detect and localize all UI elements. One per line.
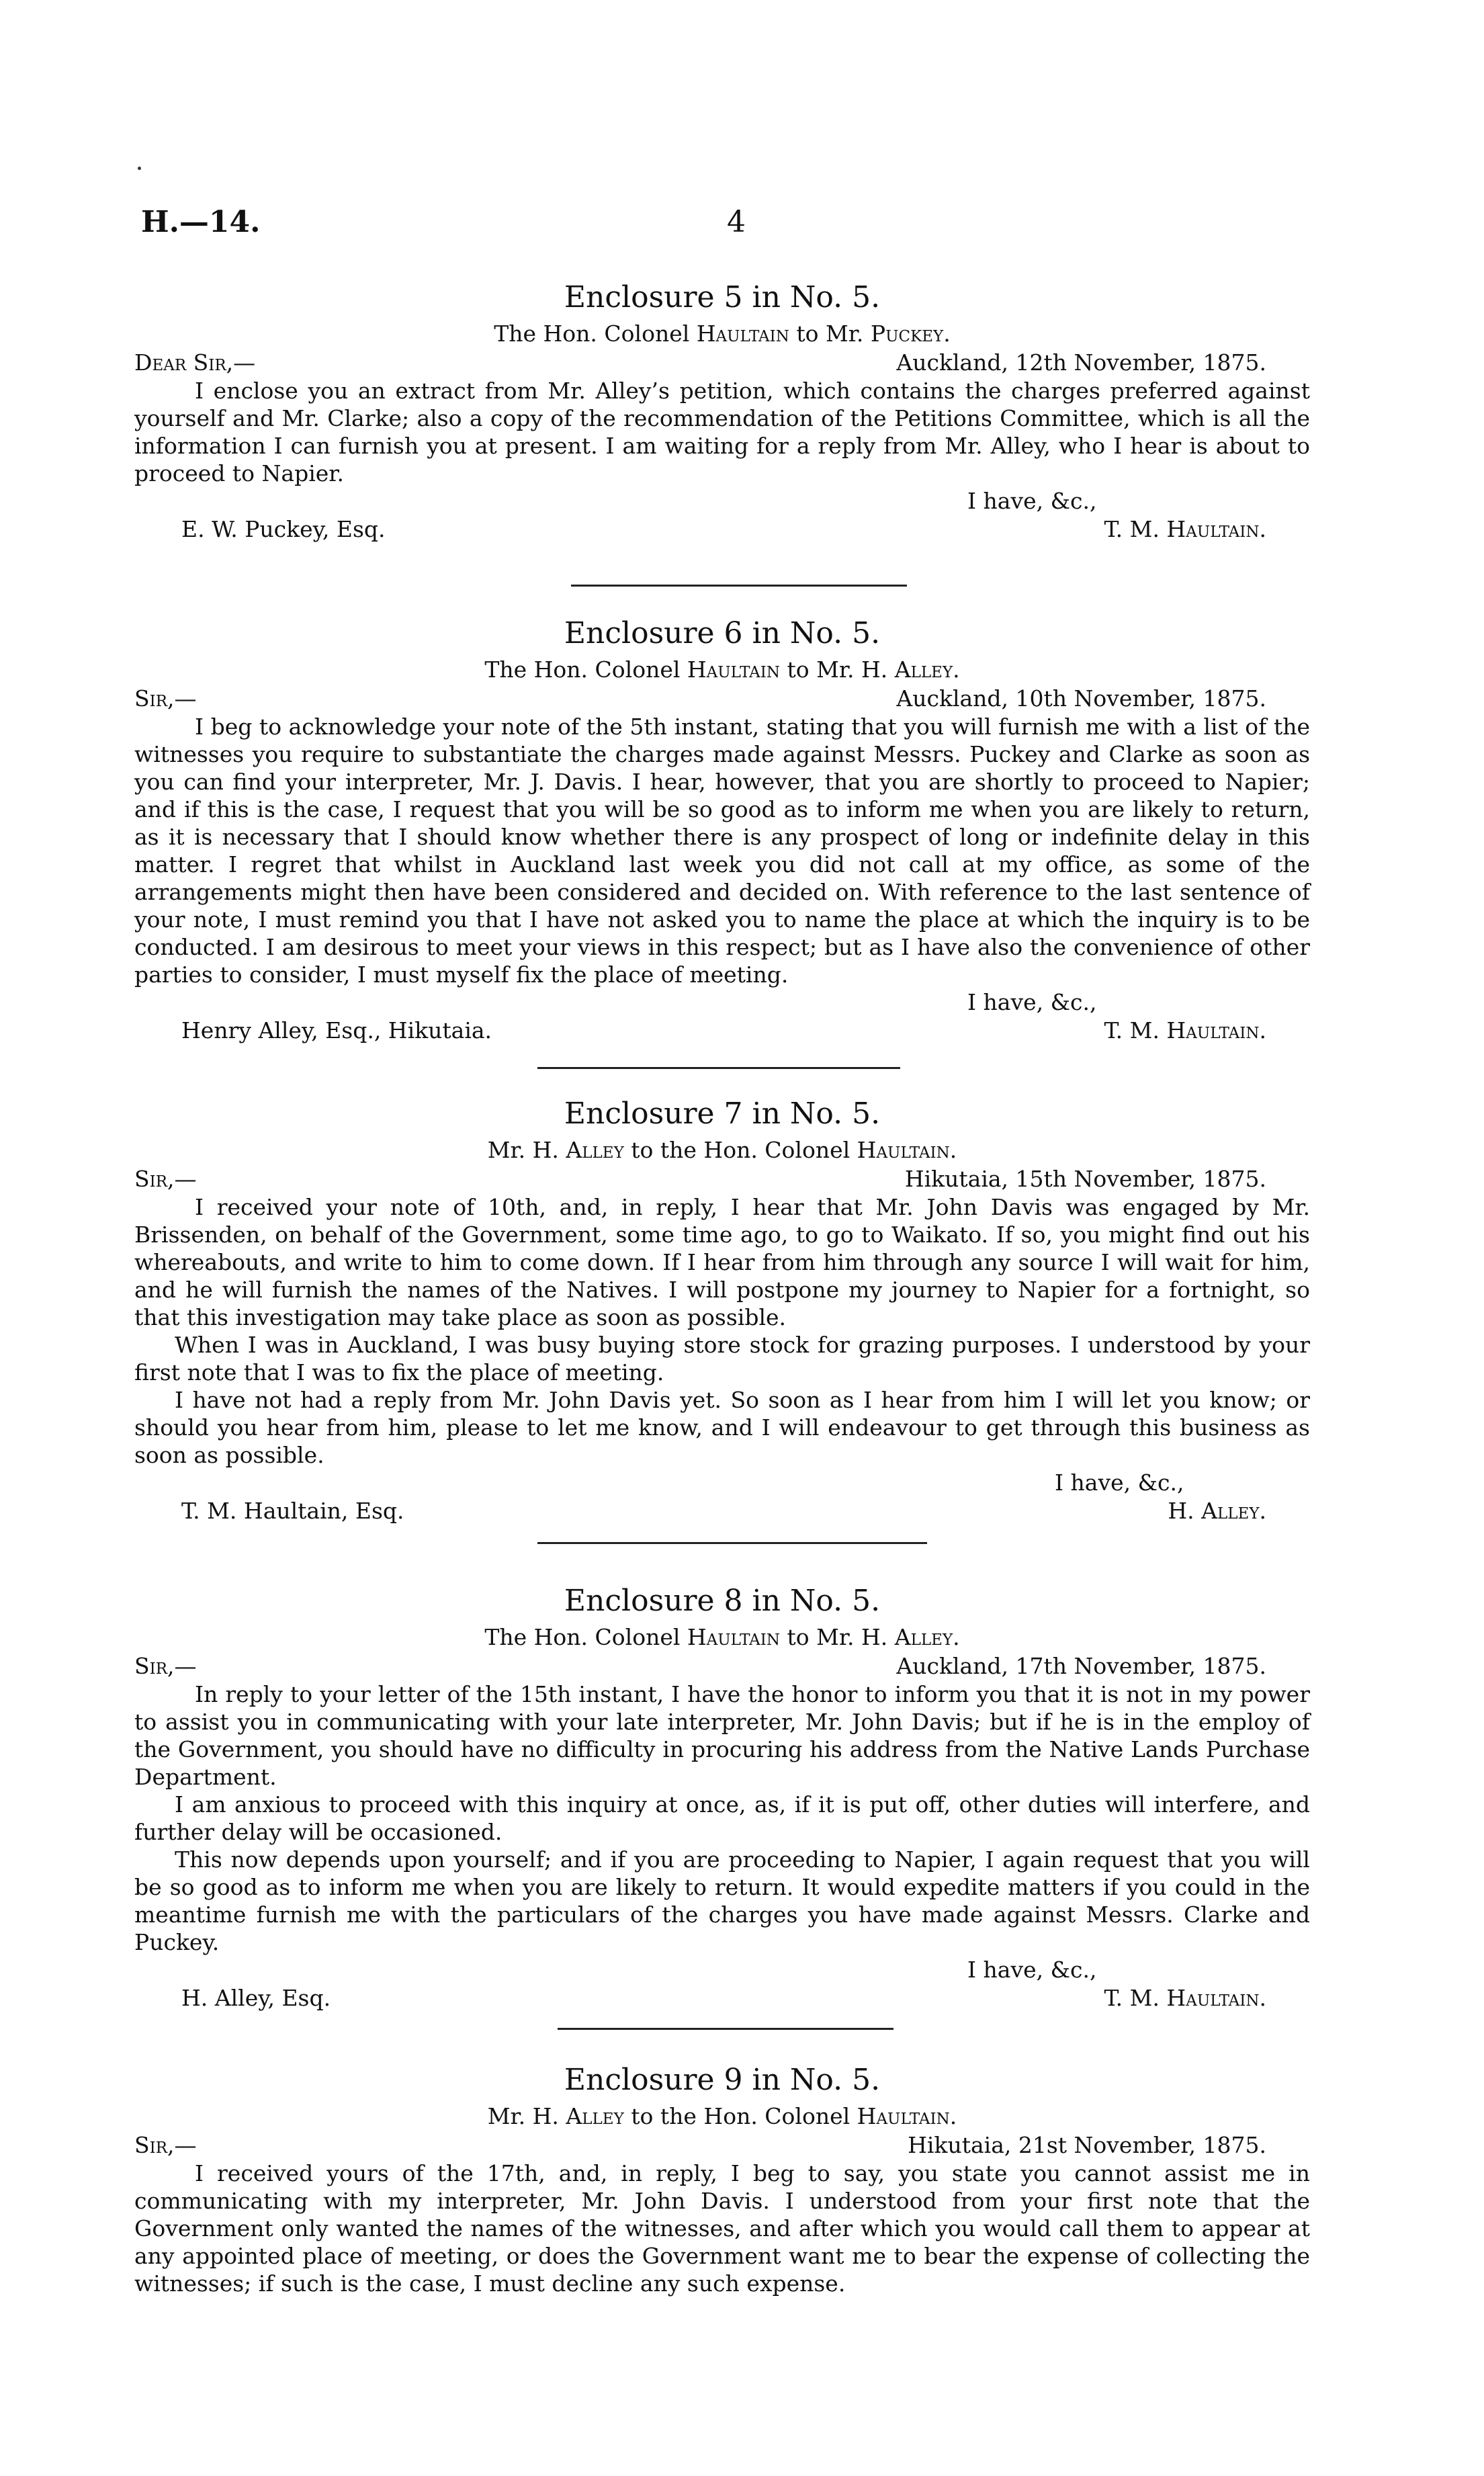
closing-row: [134, 487, 1310, 515]
enclosure-subtitle: The Hon. Colonel Haultain to Mr. H. Alley.: [484, 656, 960, 683]
enclosure-6: [134, 615, 1310, 1045]
signature-row: [134, 1017, 1310, 1045]
enclosure-7: [134, 1095, 1310, 1525]
enclosure-subtitle: The Hon. Colonel Haultain to Mr. Puckey.: [494, 321, 951, 347]
letter-paragraph: I received your note of 10th, and, in reply, I hear that Mr. John Davis was engaged by Mr. Brissenden, on behalf of the Government, some time ago, to go to Waikato. If so, you might find out his whereabouts, and write to him to come down. If I hear from him through any source I will wait for him, and he will furnish the names of the Natives. I will postpone my journey to Napier for a fortnight, so that this investigation may take place as soon as possible.: [134, 1194, 1310, 1330]
enclosure-title: Enclosure 6 in No. 5.: [564, 616, 881, 650]
page-number: 4: [727, 205, 746, 239]
closing: I have, &c.,: [967, 1957, 1097, 1983]
salutation-row: [134, 1165, 1310, 1193]
document-reference: H.—14.: [141, 205, 261, 239]
enclosure-5: [134, 279, 1310, 544]
addressee: Henry Alley, Esq., Hikutaia.: [181, 1017, 492, 1043]
section-divider: [537, 1067, 900, 1069]
enclosure-title: Enclosure 7 in No. 5.: [564, 1097, 881, 1131]
closing: I have, &c.,: [967, 989, 1097, 1015]
section-divider: [537, 1542, 927, 1544]
letter-paragraph: In reply to your letter of the 15th instant, I have the honor to inform you that it is not in my power to assist you in communicating with your late interpreter, Mr. John Davis; but if he is in the employ of the Government, you should have no difficulty in procuring his address from the Native Lands Purchase Department.: [134, 1681, 1310, 1790]
salutation: Sir,—: [134, 1653, 197, 1679]
salutation-row: [134, 1652, 1310, 1680]
salutation: Sir,—: [134, 1166, 197, 1192]
dateline: Auckland, 12th November, 1875.: [896, 349, 1266, 376]
dateline: Hikutaia, 21st November, 1875.: [908, 2132, 1266, 2158]
dateline: Auckland, 10th November, 1875.: [896, 685, 1266, 712]
signer: T. M. Haultain.: [1104, 1985, 1266, 2011]
page-speck: [138, 167, 141, 170]
closing-row: [134, 1469, 1310, 1497]
letter-paragraph: I enclose you an extract from Mr. Alley’s petition, which contains the charges preferred against yourself and Mr. Clarke; also a copy of the recommendation of the Petitions Committee, which is all the information I can furnish you at present. I am waiting for a reply from Mr. Alley, who I hear is about to proceed to Napier.: [134, 378, 1310, 486]
signature-row: [134, 1984, 1310, 2012]
closing-row: [134, 1956, 1310, 1984]
letter-paragraph: I am anxious to proceed with this inquiry at once, as, if it is put off, other duties will interfere, and further delay will be occasioned.: [134, 1791, 1310, 1845]
section-divider: [571, 585, 907, 587]
closing-row: [134, 988, 1310, 1017]
salutation-row: [134, 2131, 1310, 2160]
salutation-row: [134, 349, 1310, 377]
closing: I have, &c.,: [967, 488, 1097, 514]
letter-paragraph: I beg to acknowledge your note of the 5th instant, stating that you will furnish me with a list of the witnesses you require to substantiate the charges made against Messrs. Puckey and Clarke as soon as you can find your interpreter, Mr. J. Davis. I hear, however, that you are shortly to proceed to Napier; and if this is the case, I request that you will be so good as to inform me when you are likely to return, as it is necessary that I should know whether there is any prospect of long or indefinite delay in this matter. I regret that whilst in Auckland last week you did not call at my office, as some of the arrangements might then have been considered and decided on. With reference to the last sentence of your note, I must remind you that I have not asked you to name the place at which the inquiry is to be conducted. I am desirous to meet your views in this respect; but as I have also the convenience of other parties to consider, I must myself fix the place of meeting.: [134, 714, 1310, 988]
salutation: Sir,—: [134, 2132, 197, 2158]
letter-paragraph: I have not had a reply from Mr. John Davis yet. So soon as I hear from him I will let you know; or should you hear from him, please to let me know, and I will endeavour to get through this business as soon as possible.: [134, 1387, 1310, 1468]
letter-paragraph: When I was in Auckland, I was busy buying store stock for grazing purposes. I understood by your first note that I was to fix the place of meeting.: [134, 1332, 1310, 1385]
dateline: Hikutaia, 15th November, 1875.: [904, 1166, 1266, 1192]
signer: H. Alley.: [1168, 1498, 1266, 1524]
signature-row: [134, 515, 1310, 544]
enclosure-8: [134, 1582, 1310, 2012]
closing: I have, &c.,: [1055, 1469, 1184, 1496]
signature-row: [134, 1497, 1310, 1525]
enclosure-subtitle: Mr. H. Alley to the Hon. Colonel Haultain.: [487, 1137, 957, 1163]
signer: T. M. Haultain.: [1104, 516, 1266, 542]
enclosure-title: Enclosure 8 in No. 5.: [564, 1584, 881, 1618]
enclosure-title: Enclosure 9 in No. 5.: [564, 2063, 881, 2097]
addressee: H. Alley, Esq.: [181, 1985, 331, 2011]
section-divider: [558, 2028, 893, 2030]
enclosure-title: Enclosure 5 in No. 5.: [564, 280, 881, 314]
enclosure-subtitle: Mr. H. Alley to the Hon. Colonel Haultain.: [487, 2103, 957, 2129]
signer: T. M. Haultain.: [1104, 1017, 1266, 1043]
salutation-row: [134, 685, 1310, 713]
addressee: T. M. Haultain, Esq.: [181, 1498, 404, 1524]
addressee: E. W. Puckey, Esq.: [181, 516, 386, 542]
salutation: Sir,—: [134, 685, 197, 712]
enclosure-9: [134, 2061, 1310, 2297]
letter-paragraph: This now depends upon yourself; and if you are proceeding to Napier, I again request that you will be so good as to inform me when you are likely to return. It would expedite matters if you could in the meantime furnish me with the particulars of the charges you have made against Messrs. Clarke and Puckey.: [134, 1846, 1310, 1955]
salutation: Dear Sir,—: [134, 349, 256, 376]
dateline: Auckland, 17th November, 1875.: [896, 1653, 1266, 1679]
enclosure-subtitle: The Hon. Colonel Haultain to Mr. H. Alley.: [484, 1624, 960, 1650]
letter-paragraph: I received yours of the 17th, and, in reply, I beg to say, you state you cannot assist me in communicating with my interpreter, Mr. John Davis. I understood from your first note that the Government only wanted the names of the witnesses, and after which you would call them to appear at any appointed place of meeting, or does the Government want me to bear the expense of collecting the witnesses; if such is the case, I must decline any such expense.: [134, 2160, 1310, 2297]
